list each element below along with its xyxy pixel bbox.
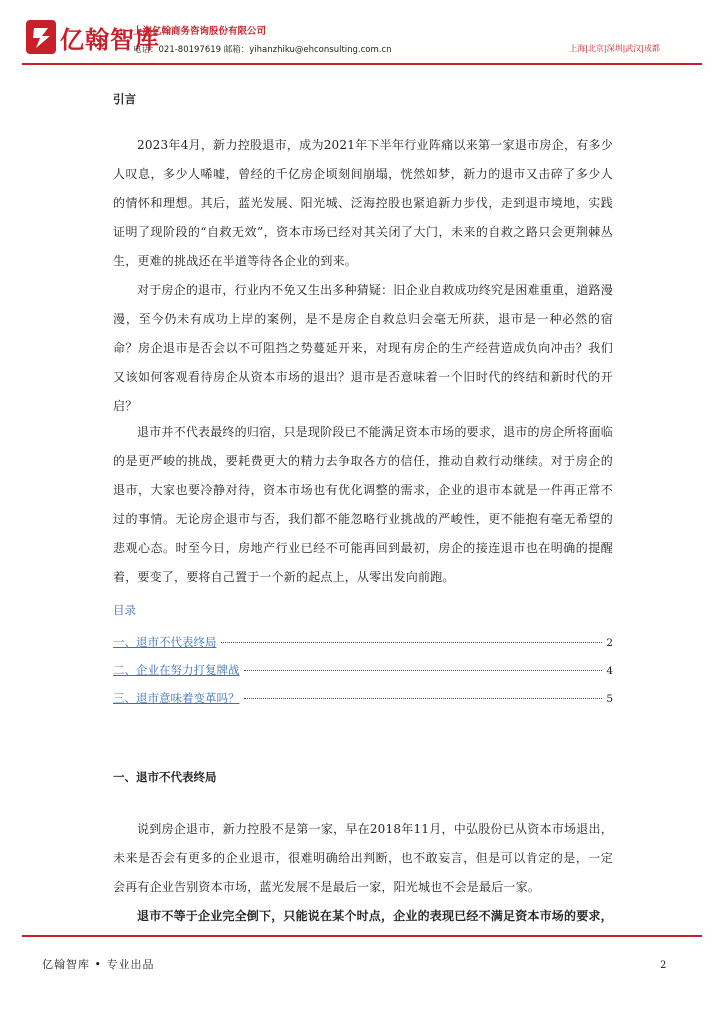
toc-leader	[244, 670, 603, 671]
toc-page: 5	[606, 693, 613, 705]
toc-link[interactable]: 一、退市不代表终局	[113, 635, 217, 649]
intro-paragraph-2: 对于房企的退市，行业内不免又生出多种猜疑：旧企业自救成功终究是困难重重，道路漫漫，至今仍未有成功上岸的案例，是不是房企自救总归会毫无所获，退市是一种必然的宿命？房企退市是否会以不可阻挡之势蔓延开来，对现有房企的生产经营造成负向冲击？我们又该如何客观看待房企从资本市场的退出？退市是否意味着一个旧时代的终结和新时代的开启？	[113, 283, 613, 413]
office-cities: 上海|北京|深圳|武汉|成都	[569, 44, 660, 53]
toc-link[interactable]: 二、企业在努力打复牌战	[113, 663, 240, 677]
company-name: 上海亿翰商务咨询股份有限公司	[133, 26, 267, 37]
toc-leader	[244, 698, 603, 699]
toc-page: 4	[606, 665, 613, 677]
toc-leader	[221, 642, 603, 643]
page-header	[0, 0, 724, 62]
footer-divider	[22, 935, 702, 937]
header-divider	[22, 63, 702, 65]
toc-item-3[interactable]	[113, 690, 613, 706]
toc-item-2[interactable]	[113, 662, 613, 678]
toc-item-1[interactable]	[113, 634, 613, 650]
page-number: 2	[660, 960, 667, 971]
toc-link[interactable]: 三、退市意味着变革吗？	[113, 691, 240, 705]
toc-page: 2	[606, 637, 613, 649]
section-heading: 一、退市不代表终局	[113, 770, 217, 784]
contact-info: 电话：021-80197619 邮箱：yihanzhiku@ehconsulting.com.cn	[133, 45, 392, 55]
brand-logo-icon	[24, 18, 58, 56]
intro-paragraph-1: 2023年4月，新力控股退市，成为2021年下半年行业阵痛以来第一家退市房企，有多少人叹息，多少人唏嘘，曾经的千亿房企顷刻间崩塌，恍然如梦，新力的退市又击碎了多少人的情怀和理想。其后，蓝光发展、阳光城、泛海控股也紧追新力步伐，走到退市境地，实践证明了现阶段的“自救无效”，资本市场已经对其关闭了大门，未来的自救之路只会更荆棘丛生，更难的挑战还在半道等待各企业的到来。	[113, 138, 613, 268]
footer-brand: 亿翰智库 • 专业出品	[42, 958, 155, 971]
brand-name: 亿翰智库	[60, 26, 160, 54]
intro-title: 引言	[113, 92, 136, 106]
toc-title: 目录	[113, 603, 136, 617]
section-bold-line: 退市不等于企业完全倒下，只能说在某个时点，企业的表现已经不满足资本市场的要求，	[137, 909, 613, 923]
section-paragraph: 说到房企退市，新力控股不是第一家，早在2018年11月，中弘股份已从资本市场退出，未来是否会有更多的企业退市，很难明确给出判断，也不敢妄言，但是可以肯定的是，一定会再有企业告别资本市场，蓝光发展不是最后一家，阳光城也不会是最后一家。	[113, 822, 613, 894]
intro-paragraph-3: 退市并不代表最终的归宿，只是现阶段已不能满足资本市场的要求，退市的房企所将面临的是更严峻的挑战，要耗费更大的精力去争取各方的信任，推动自救行动继续。对于房企的退市，大家也要冷静对待，资本市场也有优化调整的需求，企业的退市本就是一件再正常不过的事情。无论房企退市与否，我们都不能忽略行业挑战的严峻性，更不能抱有毫无希望的悲观心态。时至今日，房地产行业已经不可能再回到最初，房企的接连退市也在明确的提醒着，要变了，要将自己置于一个新的起点上，从零出发向前跑。	[113, 425, 613, 584]
